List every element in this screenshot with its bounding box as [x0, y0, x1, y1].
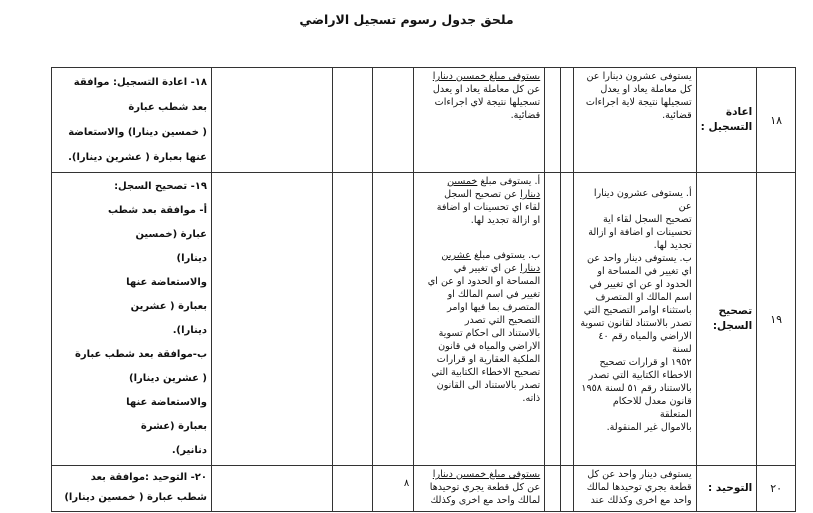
amendment-line: دنانير).: [171, 445, 207, 456]
amended-fee-prefix: أ. يستوفى مبلغ: [480, 176, 541, 187]
amended-fee-line: تصدر بالاستناد الى القانون: [436, 380, 541, 391]
amendment-line: أ- موافقة بعد شطب: [107, 205, 207, 216]
original-fee-line: قانون معدل للاحكام المتعلقة: [612, 396, 692, 420]
original-fee-line: بالاستناد رقم ٥١ لسنة ١٩٥٨: [581, 383, 692, 394]
original-fee-line: الاخطاء الكتابية التي تصدر: [588, 370, 692, 381]
amendment-line: بعبارة (عشرة: [140, 421, 207, 432]
amendment-line: بعد شطب عبارة: [128, 102, 207, 113]
amendment-line: ( عشرين دينارا): [129, 373, 207, 384]
item-title: التوحيد :: [696, 466, 757, 512]
empty-cell: [560, 173, 573, 466]
amended-fee-cell: [414, 173, 545, 466]
amended-fee-cell: [414, 68, 545, 173]
original-fee-line: الحدود او عن اي تغيير في: [589, 279, 692, 290]
empty-cell: [373, 68, 414, 173]
amendment-line: ١٨- اعادة التسجيل: موافقة: [73, 77, 207, 88]
amended-fee-line: المساحة او الحدود او عن اي: [427, 276, 541, 287]
amendment-line: ( خمسين دينارا) والاستعاضة: [68, 127, 207, 138]
amended-fee-line: [418, 175, 540, 188]
amended-fee-text: عن اي تغيير في: [453, 263, 518, 274]
amendment-line: عنها بعبارة ( عشرين دينارا).: [68, 152, 207, 163]
amended-fee-line: [418, 262, 540, 275]
amended-fee-line: تغيير في اسم المالك او: [447, 289, 541, 300]
amended-fee-underlined: يستوفى مبلغ خمسين دينارا: [432, 469, 541, 480]
fees-table: [51, 67, 796, 512]
item-title: تصحيح السجل:: [696, 173, 757, 466]
amended-fee-line: [418, 249, 540, 262]
amended-fee-line: الملكية العقارية او قرارات: [436, 354, 541, 365]
amendment-line: ٢٠- التوحيد :موافقة بعد: [90, 472, 207, 483]
original-fee-line: تصدر بالاستناد لقانون تسوية: [580, 318, 692, 329]
amended-fee-prefix: ب. يستوفى مبلغ: [474, 250, 541, 261]
empty-cell: [212, 68, 333, 173]
empty-cell: [373, 173, 414, 466]
original-fee-line: أ. يستوفى عشرون دينارا عن: [593, 188, 692, 212]
empty-cell: [212, 173, 333, 466]
item-title: اعادة التسجيل :: [696, 68, 757, 173]
amended-fee-line: عن كل قطعة يجري توحيدها: [429, 482, 541, 493]
original-fee-line: تجديد لها.: [653, 240, 692, 251]
amendment-line: ١٩- تصحيح السجل:: [114, 181, 207, 192]
amended-fee-line: او ازالة تجديد لها.: [470, 215, 541, 226]
amended-fee-underlined: خمسين: [447, 176, 478, 187]
page-number: ٨: [403, 478, 410, 489]
amended-fee-line: تسجيلها نتيجة لاي اجراءات: [434, 97, 541, 108]
original-fee-line: تحسينات او اضافة او ازالة: [588, 227, 692, 238]
empty-cell: [333, 173, 373, 466]
original-fee-line: تسجيلها نتيجة لاية اجراءات: [585, 97, 692, 108]
amended-fee-line: تصحيح الاخطاء الكتابية التي: [431, 367, 541, 378]
amendment-line: عبارة (خمسين: [135, 229, 207, 240]
empty-cell: [333, 68, 373, 173]
page-title: ملحق جدول رسوم تسجيل الاراضي: [299, 12, 514, 27]
original-fee-line: بالاموال غير المنقولة.: [606, 422, 692, 433]
original-fee-cell: [574, 173, 696, 466]
row-number: ١٩: [757, 173, 796, 466]
original-fee-line: يستوفى عشرون دينارا عن: [586, 71, 692, 82]
amendment-line: والاستعاضة عنها: [126, 397, 207, 408]
amendment-cell: [52, 173, 212, 466]
amendment-line: دينارا): [176, 253, 207, 264]
original-fee-line: تصحيح السجل لقاء اية: [602, 214, 692, 225]
original-fee-line: واحد مع اخرى وكذلك عند: [590, 495, 692, 506]
original-fee-line: باستثناء اوامر التصحيح التي: [583, 305, 692, 316]
amended-fee-line: ذاته.: [522, 393, 541, 404]
amendment-line: والاستعاضة عنها: [126, 277, 207, 288]
amended-fee-line: عن كل معاملة يعاد او يعدل: [432, 84, 541, 95]
amended-fee-line: لقاء اي تحسينات او اضافة: [436, 202, 541, 213]
amended-fee-underlined: دينارا: [520, 189, 541, 200]
amendment-line: دينارا).: [172, 325, 207, 336]
amended-fee-underlined: عشرين: [441, 250, 471, 261]
amended-fee-text: عن تصحيح السجل: [444, 189, 518, 200]
original-fee-line: اي تغيير في المساحة او: [597, 266, 692, 277]
amended-fee-line: لمالك واحد مع اخرى وكذلك: [430, 495, 541, 506]
original-fee-cell: [574, 68, 696, 173]
original-fee-line: قضائية.: [662, 110, 692, 121]
original-fee-line: ب. يستوفى دينار واحد عن: [587, 253, 692, 264]
table-row: [52, 68, 796, 173]
amendment-line: بعبارة ( عشرين: [130, 301, 207, 312]
row-number: ١٨: [757, 68, 796, 173]
amended-fee-line: التصحيح التي تصدر: [464, 315, 541, 326]
original-fee-line: الاراضي والمياه رقم ٤٠ لسنة: [598, 331, 692, 355]
row-number: ٢٠: [757, 466, 796, 512]
empty-cell: [545, 68, 561, 173]
amended-fee-line: الاراضي والمياه في قانون: [438, 341, 541, 352]
table-row: [52, 173, 796, 466]
empty-cell: [560, 68, 573, 173]
original-fee-line: يستوفى دينار واحد عن كل: [587, 469, 692, 480]
amended-fee-line: بالاستناد الى احكام تسوية: [438, 328, 541, 339]
amended-fee-line: قضائية.: [510, 110, 541, 121]
amended-fee-underlined: يستوفى مبلغ خمسين دينارا: [432, 71, 541, 82]
original-fee-line: كل معاملة يعاد او يعدل: [600, 84, 692, 95]
amended-fee-underlined: دينارا: [520, 263, 541, 274]
empty-cell: [545, 173, 561, 466]
original-fee-line: ١٩٥٢ او قرارات تصحيح: [599, 357, 692, 368]
original-fee-line: اسم المالك او المتصرف: [595, 292, 692, 303]
amended-fee-line: [418, 188, 540, 201]
amendment-cell: [52, 68, 212, 173]
amendment-line: ب-موافقة بعد شطب عبارة: [74, 349, 207, 360]
amended-fee-line: المتصرف بما فيها اوامر: [447, 302, 541, 313]
original-fee-line: قطعة يجري توحيدها لمالك: [586, 482, 692, 493]
amendment-line: شطب عبارة ( خمسين دينارا): [64, 492, 207, 503]
